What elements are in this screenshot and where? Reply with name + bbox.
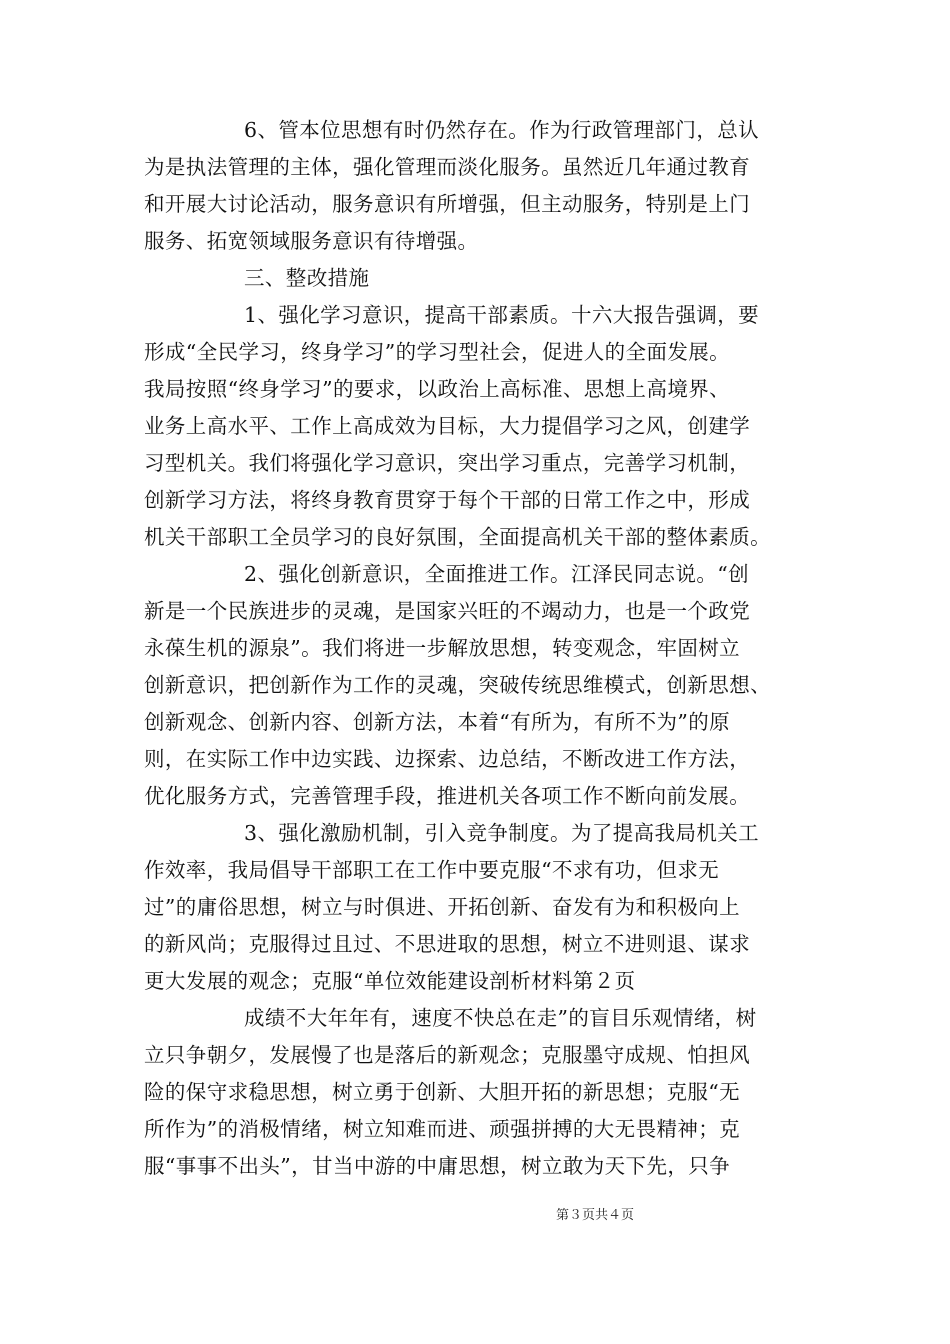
paragraph-line: 创新观念、创新内容、创新方法，本着“有所为，有所不为”的原: [144, 710, 731, 734]
paragraph-line: 习型机关。我们将强化学习意识，突出学习重点，完善学习机制，: [144, 451, 751, 475]
paragraph-line: 为是执法管理的主体，强化管理而淡化服务。虽然近几年通过教育: [144, 155, 751, 179]
paragraph-line: 立只争朝夕，发展慢了也是落后的新观念；克服墨守成规、怕担风: [144, 1043, 751, 1067]
paragraph-line: 3、强化激励机制，引入竞争制度。为了提高我局机关工: [244, 821, 760, 845]
paragraph-line: 永葆生机的源泉”。我们将进一步解放思想，转变观念，牢固树立: [144, 636, 741, 660]
paragraph-line: 创新学习方法，将终身教育贯穿于每个干部的日常工作之中，形成: [144, 488, 751, 512]
paragraph-line: 过”的庸俗思想，树立与时俱进、开拓创新、奋发有为和积极向上: [144, 895, 741, 919]
paragraph-line: 服“事事不出头”，甘当中游的中庸思想，树立敢为天下先，只争: [144, 1154, 731, 1178]
paragraph-line: 优化服务方式，完善管理手段，推进机关各项工作不断向前发展。: [144, 784, 751, 808]
paragraph-line: 的新风尚；克服得过且过、不思进取的思想，树立不进则退、谋求: [144, 932, 751, 956]
page-number: 第３页共４页: [555, 1208, 634, 1223]
body-text: [144, 112, 812, 1185]
paragraph-line: 新是一个民族进步的灵魂，是国家兴旺的不竭动力，也是一个政党: [144, 599, 751, 623]
paragraph-line: 机关干部职工全员学习的良好氛围，全面提高机关干部的整体素质。: [144, 525, 771, 549]
paragraph-line: 创新意识，把创新作为工作的灵魂，突破传统思维模式，创新思想、: [144, 673, 771, 697]
paragraph-line: 成绩不大年年有，速度不快总在走”的盲目乐观情绪，树: [244, 1006, 757, 1030]
paragraph-line: 业务上高水平、工作上高成效为目标，大力提倡学习之风，创建学: [144, 414, 751, 438]
paragraph-line: 所作为”的消极情绪，树立知难而进、顽强拼搏的大无畏精神；克: [144, 1117, 741, 1141]
paragraph-line: 6、管本位思想有时仍然存在。作为行政管理部门，总认: [244, 118, 760, 142]
paragraph-line: 更大发展的观念；克服“单位效能建设剖析材料第２页: [144, 969, 636, 993]
paragraph-line: 作效率，我局倡导干部职工在工作中要克服“不求有功，但求无: [144, 858, 720, 882]
paragraph-line: 险的保守求稳思想，树立勇于创新、大胆开拓的新思想；克服“无: [144, 1080, 741, 1104]
paragraph-line: 形成“全民学习，终身学习”的学习型社会，促进人的全面发展。: [144, 340, 731, 364]
paragraph-line: 和开展大讨论活动，服务意识有所增强，但主动服务，特别是上门: [144, 192, 751, 216]
paragraph-line: 我局按照“终身学习”的要求，以政治上高标准、思想上高境界、: [144, 377, 731, 401]
section-heading: 三、整改措施: [244, 266, 370, 290]
paragraph-line: 2、强化创新意识，全面推进工作。江泽民同志说。“创: [244, 562, 750, 586]
paragraph-line: 1、强化学习意识，提高干部素质。十六大报告强调，要: [244, 303, 760, 327]
paragraph-line: 则，在实际工作中边实践、边探索、边总结，不断改进工作方法，: [144, 747, 751, 771]
paragraph-line: 服务、拓宽领域服务意识有待增强。: [144, 229, 479, 253]
page-footer: [0, 1208, 950, 1224]
